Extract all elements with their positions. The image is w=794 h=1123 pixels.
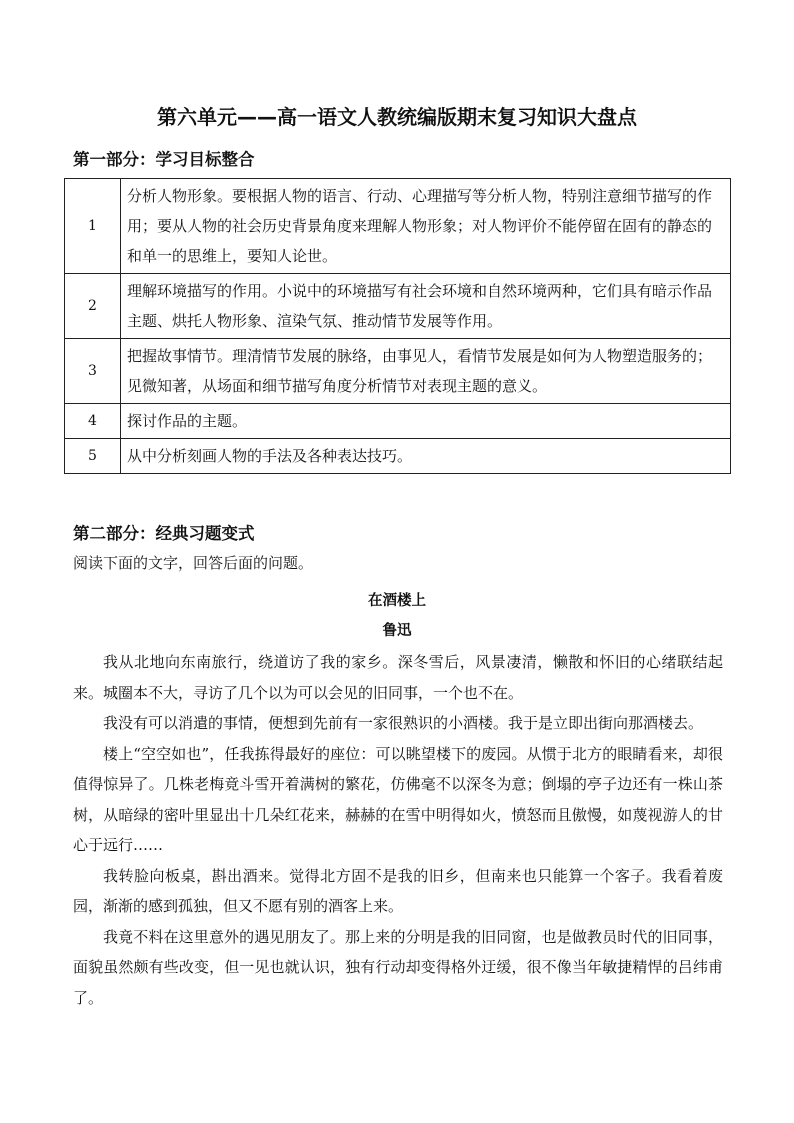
learning-goals-table bbox=[64, 178, 731, 474]
story-paragraph: 我转脸向板桌，斟出酒来。觉得北方固不是我的旧乡，但南来也只能算一个客子。我看着废园，渐渐的感到孤独，但又不愿有别的酒客上来。 bbox=[73, 866, 723, 915]
goal-text: 理解环境描写的作用。小说中的环境描写有社会环境和自然环境两种，它们具有暗示作品主题、烘托人物形象、渲染气氛、推动情节发展等作用。 bbox=[121, 274, 731, 339]
story-paragraph: 我从北地向东南旅行，绕道访了我的家乡。深冬雪后，风景凄清，懒散和怀旧的心绪联结起来。城圈本不大，寻访了几个以为可以会见的旧同事，一个也不在。 bbox=[73, 653, 723, 702]
section-heading-exercises: 第二部分：经典习题变式 bbox=[73, 524, 255, 543]
table-row bbox=[65, 339, 731, 404]
story-paragraph: 我没有可以消遣的事情，便想到先前有一家很熟识的小酒楼。我于是立即出街向那酒楼去。 bbox=[103, 714, 704, 732]
row-number: 5 bbox=[65, 439, 121, 474]
story-title: 在酒楼上 bbox=[368, 592, 426, 609]
row-number: 2 bbox=[65, 274, 121, 339]
reading-instructions: 阅读下面的文字，回答后面的问题。 bbox=[73, 554, 314, 572]
story-text bbox=[73, 647, 723, 1013]
goal-text: 分析人物形象。要根据人物的语言、行动、心理描写等分析人物，特别注意细节描写的作用；要从人物的社会历史背景角度来理解人物形象；对人物评价不能停留在固有的静态的和单一的思维上，要知人论世。 bbox=[121, 179, 731, 274]
story-paragraph: 楼上“空空如也”，任我拣得最好的座位：可以眺望楼下的废园。从惯于北方的眼睛看来，却很值得惊异了。几株老梅竟斗雪开着满树的繁花，仿佛毫不以深冬为意；倒塌的亭子边还有一株山茶树，从暗绿的密叶里显出十几朵红花来，赫赫的在雪中明得如火，愤怒而且傲慢，如蔑视游人的甘心于远行…… bbox=[73, 744, 723, 854]
goal-text: 把握故事情节。理清情节发展的脉络，由事见人，看情节发展是如何为人物塑造服务的；见微知著，从场面和细节描写角度分析情节对表现主题的意义。 bbox=[121, 339, 731, 404]
table-row bbox=[65, 274, 731, 339]
goal-text: 从中分析刻画人物的手法及各种表达技巧。 bbox=[121, 439, 731, 474]
row-number: 4 bbox=[65, 404, 121, 439]
story-author: 鲁迅 bbox=[382, 622, 412, 639]
page-title: 第六单元——高一语文人教统编版期末复习知识大盘点 bbox=[157, 105, 637, 129]
story-paragraph: 我竟不料在这里意外的遇见朋友了。那上来的分明是我的旧同窗，也是做教员时代的旧同事，面貌虽然颇有些改变，但一见也就认识，独有行动却变得格外迂缓，很不像当年敏捷精悍的吕纬甫了。 bbox=[73, 927, 723, 1007]
table-row bbox=[65, 404, 731, 439]
row-number: 1 bbox=[65, 179, 121, 274]
table-row bbox=[65, 179, 731, 274]
goal-text: 探讨作品的主题。 bbox=[121, 404, 731, 439]
row-number: 3 bbox=[65, 339, 121, 404]
section-heading-learning-goals: 第一部分：学习目标整合 bbox=[73, 150, 255, 169]
table-row bbox=[65, 439, 731, 474]
